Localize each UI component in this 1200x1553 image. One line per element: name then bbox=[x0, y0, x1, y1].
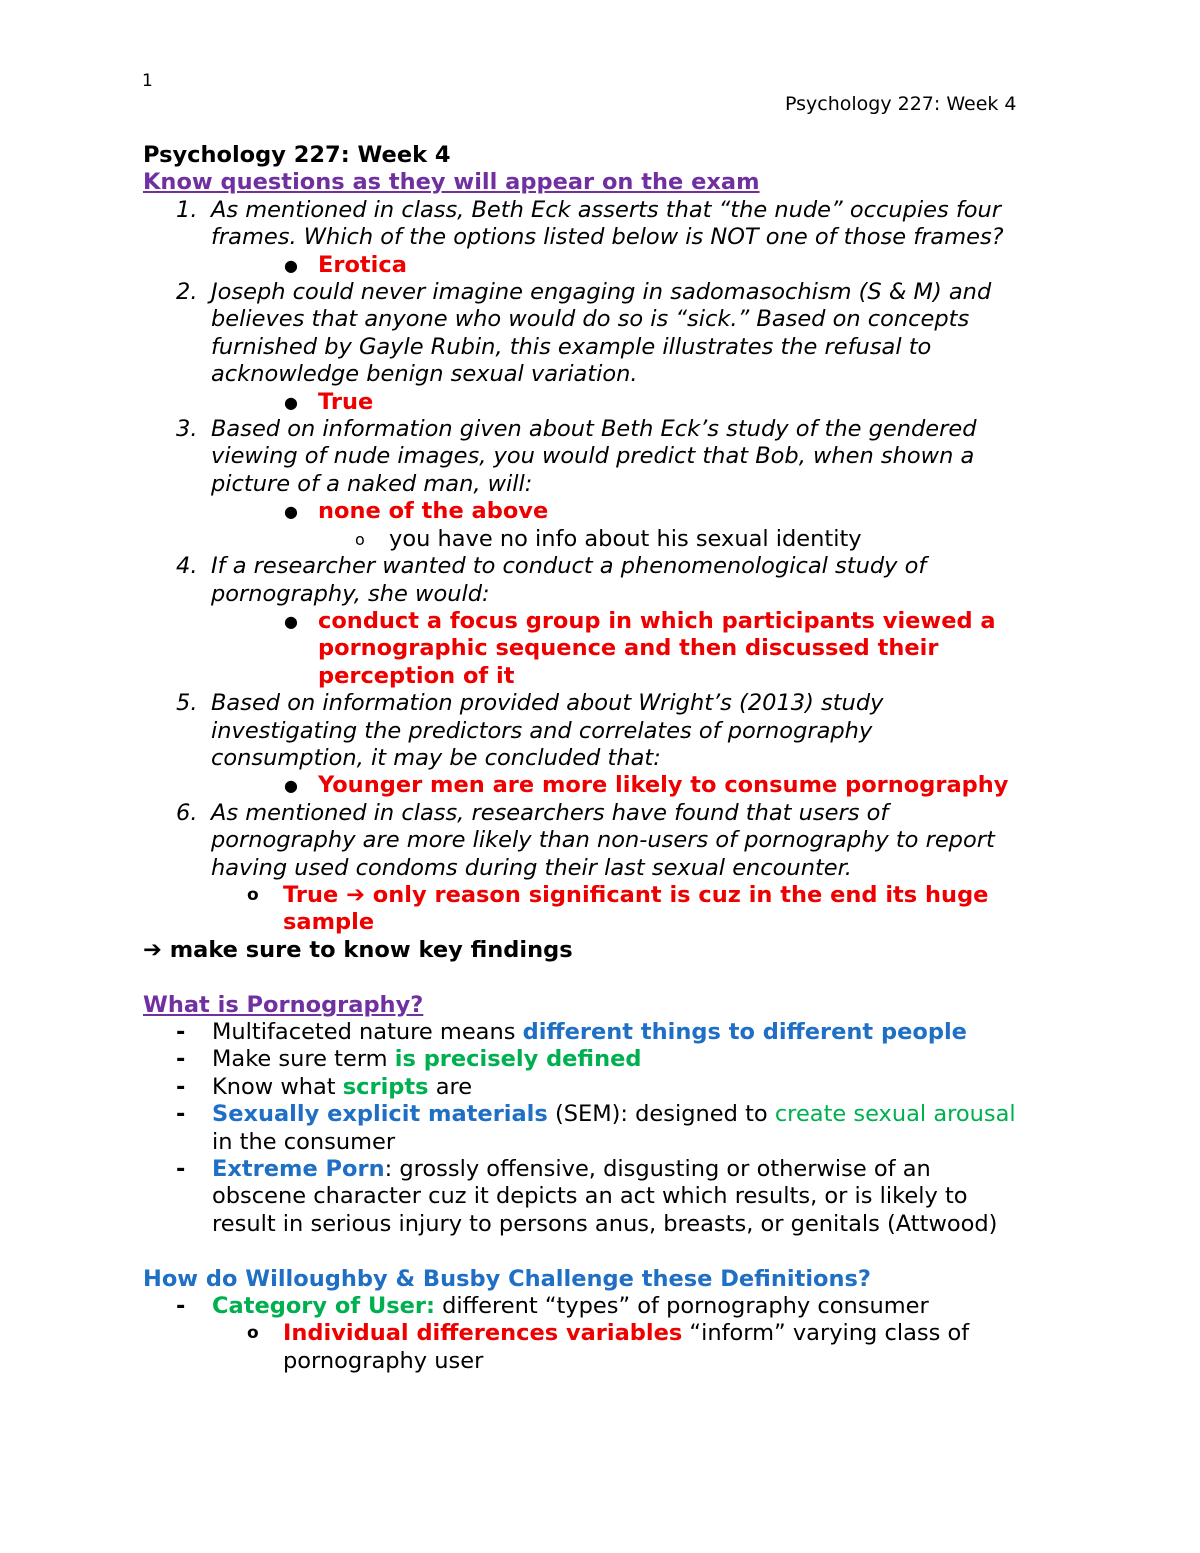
question-6: 6. As mentioned in class, researchers have found that users of pornography are more likely than non-users of pornography to report having used condoms during their last sexual encounter. o True ➔ only reason significant is cuz in the end its huge sample bbox=[176, 799, 995, 936]
list-item: - Make sure term is precisely defined bbox=[176, 1046, 642, 1073]
document-body bbox=[143, 142, 1083, 1375]
dash-bullet-icon: - bbox=[176, 1101, 186, 1128]
question-text: pornography are more likely than non-users of pornography to report bbox=[211, 827, 995, 854]
question-text: picture of a naked man, will: bbox=[211, 470, 533, 497]
bullet-icon: ● bbox=[284, 255, 298, 275]
dash-bullet-icon: - bbox=[176, 1073, 186, 1100]
question-text: Joseph could never imagine engaging in sadomasochism (S & M) and bbox=[211, 279, 992, 306]
list-item: - Extreme Porn: grossly offensive, disgusting or otherwise of an bbox=[176, 1156, 931, 1183]
question-text: viewing of nude images, you would predict that Bob, when shown a bbox=[211, 443, 975, 470]
answer-text: True bbox=[283, 881, 339, 908]
section-heading: What is Pornography? bbox=[143, 991, 424, 1018]
question-4: 4. If a researcher wanted to conduct a phenomenological study of pornography, she would: ● conduct a focus group in which participants viewed a pornographic sequence and then discussed their perception of it bbox=[176, 553, 996, 689]
page-title: Psychology 227: Week 4 bbox=[143, 142, 451, 168]
question-text: As mentioned in class, researchers have found that users of bbox=[211, 799, 889, 826]
answer-text: none of the above bbox=[318, 498, 549, 525]
question-text: If a researcher wanted to conduct a phenomenological study of bbox=[211, 553, 927, 580]
question-text: pornography, she would: bbox=[211, 580, 490, 607]
key-findings-note: ➔ make sure to know key findings bbox=[143, 936, 573, 963]
page-number: 1 bbox=[142, 71, 153, 91]
circle-bullet-icon: o bbox=[247, 884, 259, 905]
answer-text: conduct a focus group in which participants viewed a bbox=[318, 607, 996, 634]
circle-bullet-icon: o bbox=[247, 1323, 259, 1344]
bullet-icon: ● bbox=[284, 392, 298, 412]
answer-text: only reason significant is cuz in the end its huge bbox=[372, 881, 989, 908]
question-text: Based on information given about Beth Eck’s study of the gendered bbox=[211, 416, 977, 443]
list-item: - Category of User: different “types” of pornography consumer bbox=[176, 1293, 929, 1320]
list-item: o Individual differences variables “inform” varying class of bbox=[247, 1320, 970, 1347]
dash-bullet-icon: - bbox=[176, 1293, 186, 1320]
question-text: As mentioned in class, Beth Eck asserts that “the nude” occupies four bbox=[211, 196, 1002, 223]
dash-bullet-icon: - bbox=[176, 1018, 186, 1045]
question-text: Based on information provided about Wright’s (2013) study bbox=[211, 690, 884, 717]
list-item: - Know what scripts are bbox=[176, 1073, 473, 1100]
section-heading: How do Willoughby & Busby Challenge these Definitions? bbox=[143, 1265, 871, 1292]
answer-text: pornographic sequence and then discussed their bbox=[318, 635, 939, 662]
question-text: frames. Which of the options listed below is NOT one of those frames? bbox=[211, 224, 1004, 251]
answer-text: Erotica bbox=[318, 251, 407, 278]
dash-bullet-icon: - bbox=[176, 1046, 186, 1073]
question-2: 2. Joseph could never imagine engaging in sadomasochism (S & M) and believes that anyone who would do so is “sick.” Based on concepts furnished by Gayle Rubin, this example illustrates the refusal to acknowledge benign sexual variation. ● True bbox=[176, 279, 992, 415]
answer-text: sample bbox=[283, 909, 375, 936]
exam-heading: Know questions as they will appear on the exam bbox=[143, 169, 760, 196]
bullet-icon: ● bbox=[284, 611, 298, 631]
arrow-right-icon: ➔ bbox=[338, 881, 373, 908]
question-text: investigating the predictors and correlates of pornography bbox=[211, 717, 873, 744]
answer-note: you have no info about his sexual identity bbox=[389, 525, 862, 552]
answer-text: perception of it bbox=[318, 662, 515, 689]
answer-text: Younger men are more likely to consume pornography bbox=[318, 772, 1009, 799]
running-header: Psychology 227: Week 4 bbox=[785, 93, 1017, 115]
bullet-icon: ● bbox=[284, 776, 298, 796]
arrow-right-icon: ➔ bbox=[143, 936, 170, 963]
list-item: - Multifaceted nature means different things to different people bbox=[176, 1018, 967, 1045]
bullet-icon: ● bbox=[284, 502, 298, 522]
question-3: 3. Based on information given about Beth Eck’s study of the gendered viewing of nude images, you would predict that Bob, when shown a picture of a naked man, will: ● none of the above o you have no info about his sexual identity bbox=[176, 416, 977, 552]
section-willoughby-busby: How do Willoughby & Busby Challenge these Definitions? - Category of User: different “types” of pornography consumer o Individual differences variables “inform” varying class of pornography user bbox=[143, 1266, 1083, 1376]
question-text: having used condoms during their last sexual encounter. bbox=[211, 854, 852, 881]
question-1: 1. As mentioned in class, Beth Eck asserts that “the nude” occupies four frames. Which of the options listed below is NOT one of those frames? ● Erotica bbox=[176, 196, 1004, 278]
question-text: acknowledge benign sexual variation. bbox=[211, 361, 638, 388]
section-what-is-pornography: What is Pornography? - Multifaceted nature means different things to different people - Make sure term is precisely defined - Know what scripts are - Sexually explicit materials (SEM): designed to create sexual arousal in the consumer - Extreme Porn: grossly offensive, disgusting or otherwise of an obscene character cuz it depicts an act which results, or is likely to result in serious injury to persons anus, breasts, or genitals (Attwood) bbox=[143, 992, 1083, 1239]
question-5: 5. Based on information provided about Wright’s (2013) study investigating the predictors and correlates of pornography consumption, it may be concluded that: ● Younger men are more likely to consume pornography bbox=[176, 690, 1009, 799]
question-text: believes that anyone who would do so is “sick.” Based on concepts bbox=[211, 306, 970, 333]
question-text: furnished by Gayle Rubin, this example illustrates the refusal to bbox=[211, 333, 932, 360]
question-text: consumption, it may be concluded that: bbox=[211, 744, 661, 771]
circle-bullet-icon: o bbox=[355, 529, 365, 549]
dash-bullet-icon: - bbox=[176, 1156, 186, 1183]
answer-text: True bbox=[318, 388, 374, 415]
list-item: - Sexually explicit materials (SEM): designed to create sexual arousal bbox=[176, 1101, 1016, 1128]
